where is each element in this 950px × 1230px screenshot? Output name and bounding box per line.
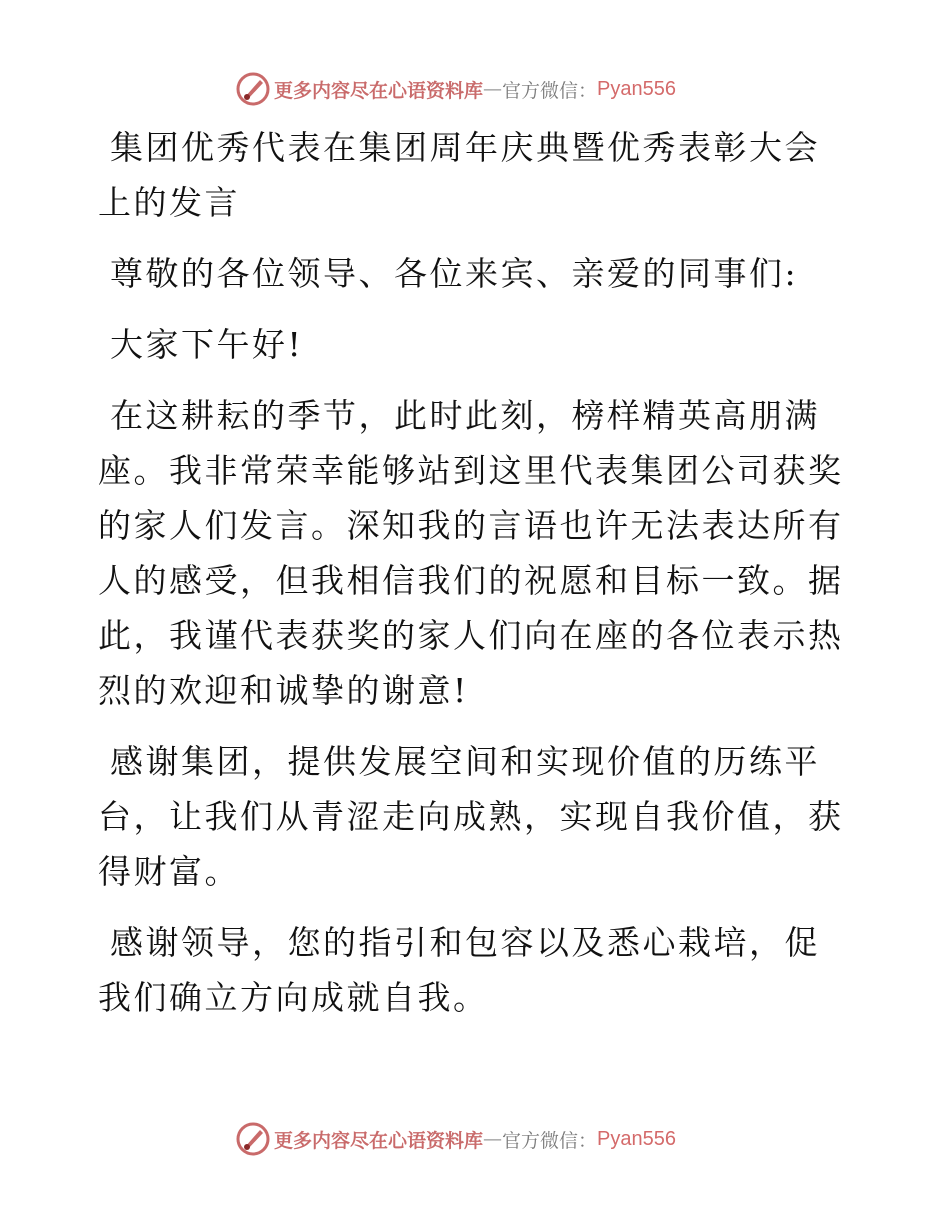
banner-dash: — — [483, 78, 503, 100]
paragraph: 在这耕耘的季节，此时此刻，榜样精英高朋满座。我非常荣幸能够站到这里代表集团公司获奖的家人们发言。深知我的言语也许无法表达所有人的感受，但我相信我们的祝愿和目标一致。据此，我谨代表获奖的家人们向在座的各位表示热烈的欢迎和诚挚的谢意! — [98, 396, 844, 710]
brand-text: 更多内容尽在心语资料库 — [274, 79, 484, 102]
wechat-label: 官方微信： — [502, 1129, 598, 1152]
quill-logo-icon — [236, 72, 270, 106]
paragraph: 尊敬的各位领导、各位来宾、亲爱的同事们: — [110, 254, 799, 293]
footer-banner — [236, 1122, 676, 1156]
brand-text: 更多内容尽在心语资料库 — [274, 1129, 484, 1152]
paragraph: 大家下午好! — [110, 325, 304, 364]
quill-logo-icon — [236, 1122, 270, 1156]
document-title: 集团优秀代表在集团周年庆典暨优秀表彰大会上的发言 — [98, 128, 820, 222]
paragraph: 感谢领导，您的指引和包容以及悉心栽培，促我们确立方向成就自我。 — [98, 923, 820, 1017]
wechat-label: 官方微信： — [502, 79, 598, 102]
wechat-id: Pyan556 — [597, 1127, 676, 1150]
paragraph: 感谢集团，提供发展空间和实现价值的历练平台，让我们从青涩走向成熟，实现自我价值，获得财富。 — [98, 742, 844, 891]
banner-dash: — — [483, 1128, 503, 1150]
header-banner — [236, 72, 676, 106]
document-body — [98, 120, 850, 1041]
wechat-id: Pyan556 — [597, 77, 676, 100]
